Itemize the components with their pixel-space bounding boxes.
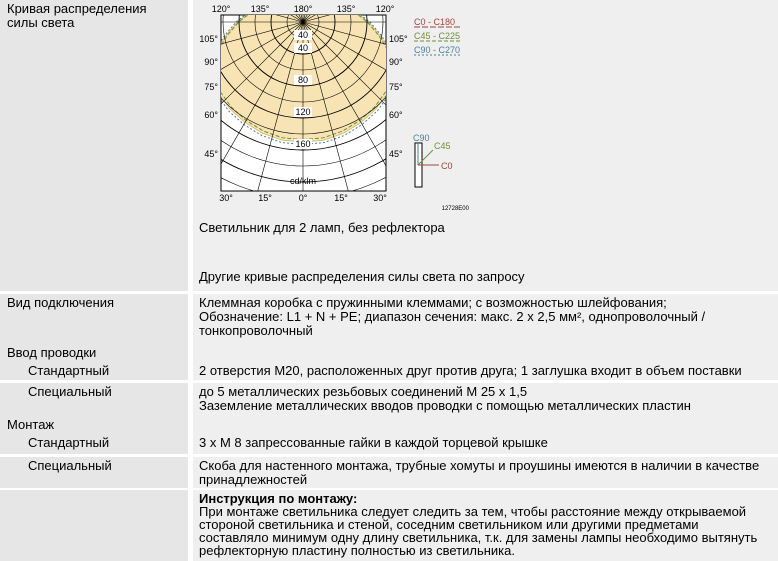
left-angle-label: 60° xyxy=(204,110,218,120)
row-mounting-instruction xyxy=(0,490,778,561)
row-cable-entry-standard xyxy=(0,362,778,380)
value-connection xyxy=(193,294,778,344)
connection-line-3: тонкопроволочный xyxy=(199,323,313,338)
top-angle-label: 120° xyxy=(211,4,231,14)
label-connection: Вид подключения xyxy=(0,294,188,344)
radial-label: 120 xyxy=(295,107,311,117)
row-mounting xyxy=(0,416,778,434)
legend-label: C45 - C225 xyxy=(414,31,461,41)
mounting-standard-text: 3 x M 8 запрессованные гайки в каждой торцевой крышке xyxy=(199,435,548,450)
label-mounting-standard: Стандартный xyxy=(0,434,188,454)
label-mounting: Монтаж xyxy=(0,416,188,434)
row-mounting-standard xyxy=(0,434,778,454)
row-mounting-special xyxy=(0,457,778,488)
cable-entry-special-line-1: до 5 металлических резьбовых соединений M 25 x 1,5 xyxy=(199,384,528,399)
legend-label: C90 - C270 xyxy=(414,45,461,55)
instruction-line-3: составляло минимум одну длину светильника, т.к. для замены лампы необходимо вытянуть xyxy=(199,530,758,545)
plane-label: C0 xyxy=(441,161,453,171)
label-mounting-instruction xyxy=(0,490,188,561)
row-cable-entry-special xyxy=(0,383,778,416)
label-cable-entry: Ввод проводки xyxy=(0,344,188,362)
top-angle-label: 120° xyxy=(375,4,395,14)
legend-label: C0 - C180 xyxy=(414,17,456,27)
left-angle-label: 75° xyxy=(204,82,218,92)
plane-label: C45 xyxy=(434,141,451,151)
top-angle-label: 135° xyxy=(336,4,356,14)
value-mounting xyxy=(193,416,778,434)
bottom-angle-label: 0° xyxy=(298,193,308,203)
radial-label: 40 xyxy=(297,43,309,53)
value-mounting-instruction xyxy=(193,490,778,561)
bottom-angle-label: 30° xyxy=(219,193,233,203)
connection-line-1: Клеммная коробка с пружинными клеммами; с возможностью шлейфования; xyxy=(199,295,667,310)
bottom-angle-label: 15° xyxy=(258,193,272,203)
value-light-curve xyxy=(193,0,778,291)
mounting-special-line-2: принадлежностей xyxy=(199,472,308,487)
label-cable-entry-special: Специальный xyxy=(0,383,188,416)
caption-fixture: Светильник для 2 ламп, без рефлектора xyxy=(199,220,445,235)
left-angle-label: 90° xyxy=(204,57,218,67)
instruction-line-4: рефлекторную пластину полностью из светильника. xyxy=(199,543,515,558)
value-cable-entry-standard xyxy=(193,362,778,380)
label-mounting-special: Специальный xyxy=(0,457,188,488)
value-mounting-special xyxy=(193,457,778,488)
right-angle-label: 90° xyxy=(389,57,403,67)
instruction-title: Инструкция по монтажу: xyxy=(199,491,358,506)
top-angle-label: 135° xyxy=(250,4,270,14)
light-distribution-diagram xyxy=(193,0,493,210)
label-light-curve xyxy=(0,0,188,291)
cable-entry-special-line-2: Заземление металлических вводов проводки с помощью металлических пластин xyxy=(199,398,691,413)
unit-label: cd/klm xyxy=(289,176,317,186)
radial-label: 160 xyxy=(295,139,311,149)
row-cable-entry xyxy=(0,344,778,362)
connection-line-2: Обозначение: L1 + N + PE; диапазон сечения: макс. 2 x 2,5 мм², однопроволочный / xyxy=(199,309,706,324)
mounting-special-line-1: Скоба для настенного монтажа, трубные хомуты и проушины имеются в наличии в качестве xyxy=(199,458,760,473)
left-angle-label: 45° xyxy=(204,149,218,159)
label-light-curve-line1: Кривая распределения xyxy=(7,1,147,16)
radial-label: 40 xyxy=(297,30,309,40)
note-other-curves: Другие кривые распределения силы света по запросу xyxy=(199,269,525,284)
top-angle-label: 180° xyxy=(293,4,313,14)
left-angle-label: 105° xyxy=(199,34,218,44)
instruction-line-1: При монтаже светильника следует следить за тем, чтобы расстояние между открываемой xyxy=(199,504,747,519)
cable-entry-standard-text: 2 отверстия M20, расположенных друг против друга; 1 заглушка входит в объем поставки xyxy=(199,363,742,378)
right-angle-label: 75° xyxy=(389,82,403,92)
right-angle-label: 60° xyxy=(389,110,403,120)
bottom-angle-label: 30° xyxy=(373,193,387,203)
plane-label: C90 xyxy=(413,133,430,143)
label-cable-entry-standard: Стандартный xyxy=(0,362,188,380)
right-angle-label: 45° xyxy=(389,149,403,159)
instruction-line-2: стороной светильника и стеной, соседним светильником или другими предметами xyxy=(199,517,699,532)
value-cable-entry-special xyxy=(193,383,778,416)
right-angle-label: 105° xyxy=(389,34,408,44)
radial-label: 80 xyxy=(297,75,309,85)
diagram-code: 12728E00 xyxy=(441,206,469,210)
value-cable-entry xyxy=(193,344,778,362)
label-light-curve-line2: силы света xyxy=(7,15,75,30)
row-connection xyxy=(0,294,778,344)
bottom-angle-label: 15° xyxy=(334,193,348,203)
value-mounting-standard xyxy=(193,434,778,454)
